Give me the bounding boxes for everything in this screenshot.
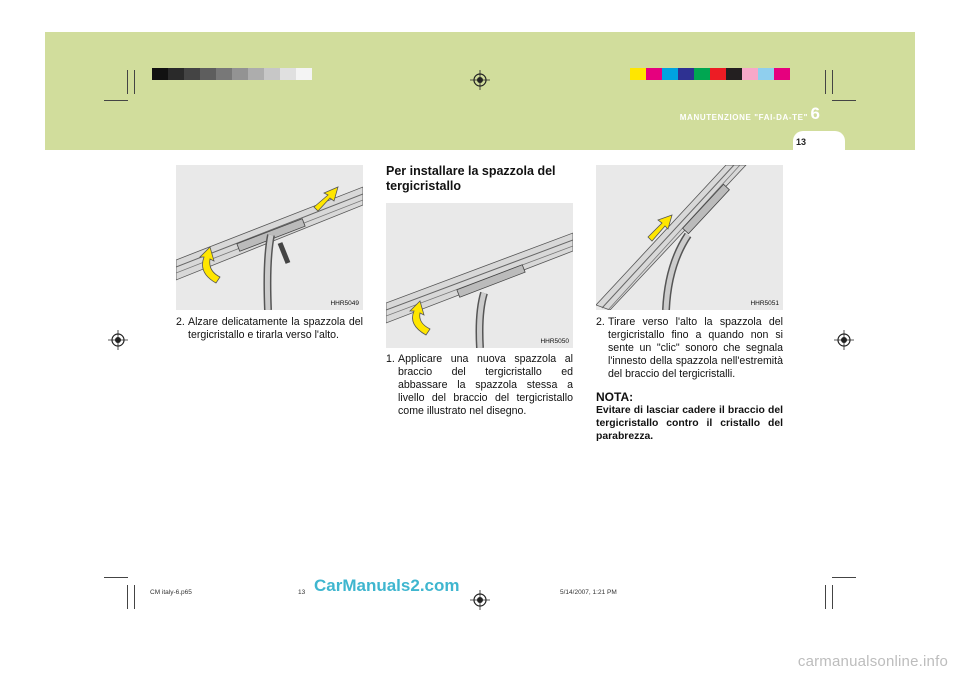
section-heading: Per installare la spazzola del tergicristallo xyxy=(386,164,556,193)
wiper-removal-illustration xyxy=(176,165,363,310)
color-swatch xyxy=(264,68,280,80)
registration-mark-icon xyxy=(470,590,490,610)
color-swatch xyxy=(152,68,168,80)
wiper-click-illustration xyxy=(596,165,783,310)
step-text-block xyxy=(386,353,573,418)
step-text: Tirare verso l'alto la spazzola del tergicristallo fino a quando non si sente un "clic" sonoro che segnala l'innesto della spazzola nell'estremità del braccio del tergicristalli. xyxy=(608,316,783,380)
color-swatch xyxy=(742,68,758,80)
wiper-install-illustration xyxy=(386,203,573,348)
crop-mark xyxy=(104,100,128,101)
step-number: 2. xyxy=(176,316,185,328)
color-swatch xyxy=(774,68,790,80)
color-swatch xyxy=(296,68,312,80)
color-swatch xyxy=(710,68,726,80)
section-title: MANUTENZIONE "FAI-DA-TE" xyxy=(679,113,808,122)
color-swatch xyxy=(694,68,710,80)
color-swatch xyxy=(678,68,694,80)
grayscale-color-bar xyxy=(152,68,312,80)
step-text: Applicare una nuova spazzola al braccio del tergicristallo ed abbassare la spazzola stessa a livello del braccio del tergicristallo come illustrato nel disegno. xyxy=(398,353,573,417)
process-color-bar xyxy=(630,68,790,80)
color-swatch xyxy=(232,68,248,80)
color-swatch xyxy=(726,68,742,80)
registration-mark-icon xyxy=(108,330,128,350)
crop-mark xyxy=(832,577,856,578)
crop-mark xyxy=(832,585,833,609)
crop-mark xyxy=(127,70,128,94)
registration-mark-icon xyxy=(470,70,490,90)
watermark-link[interactable]: CarManuals2.com xyxy=(314,576,460,595)
step-number: 1. xyxy=(386,353,395,365)
footer-page-number: 13 xyxy=(298,589,306,596)
step-text-block xyxy=(176,316,363,342)
page-number: 13 xyxy=(796,137,807,147)
crop-mark xyxy=(134,70,135,94)
registration-mark-icon xyxy=(834,330,854,350)
figure-code: HHR5049 xyxy=(330,300,359,307)
step-item xyxy=(176,316,363,342)
color-swatch xyxy=(216,68,232,80)
crop-mark xyxy=(104,577,128,578)
crop-mark xyxy=(825,585,826,609)
color-swatch xyxy=(168,68,184,80)
header-band xyxy=(45,32,915,150)
step-text: Alzare delicatamente la spazzola del tergicristallo e tirarla verso l'alto. xyxy=(188,316,363,341)
color-swatch xyxy=(184,68,200,80)
note-title: NOTA: xyxy=(596,390,634,404)
figure-wiper-removal xyxy=(176,165,363,310)
color-swatch xyxy=(630,68,646,80)
figure-code: HHR5050 xyxy=(540,338,569,345)
color-swatch xyxy=(758,68,774,80)
crop-mark xyxy=(832,70,833,94)
step-number: 2. xyxy=(596,316,605,328)
crop-mark xyxy=(134,585,135,609)
figure-wiper-click xyxy=(596,165,783,310)
step-text-block xyxy=(596,316,783,443)
figure-wiper-install xyxy=(386,203,573,348)
step-item xyxy=(386,353,573,418)
note-text: Evitare di lasciar cadere il braccio del tergicristallo contro il cristallo del parabrezza. xyxy=(596,405,783,442)
color-swatch xyxy=(248,68,264,80)
color-swatch xyxy=(646,68,662,80)
footer-file-name: CM italy-6.p65 xyxy=(150,589,192,596)
chapter-number: 6 xyxy=(810,104,820,123)
color-swatch xyxy=(200,68,216,80)
watermark-text: carmanualsonline.info xyxy=(797,653,948,670)
crop-mark xyxy=(832,100,856,101)
color-swatch xyxy=(280,68,296,80)
color-swatch xyxy=(662,68,678,80)
figure-code: HHR5051 xyxy=(750,300,779,307)
footer-date: 5/14/2007, 1:21 PM xyxy=(560,589,617,596)
crop-mark xyxy=(127,585,128,609)
crop-mark xyxy=(825,70,826,94)
step-item xyxy=(596,316,783,381)
